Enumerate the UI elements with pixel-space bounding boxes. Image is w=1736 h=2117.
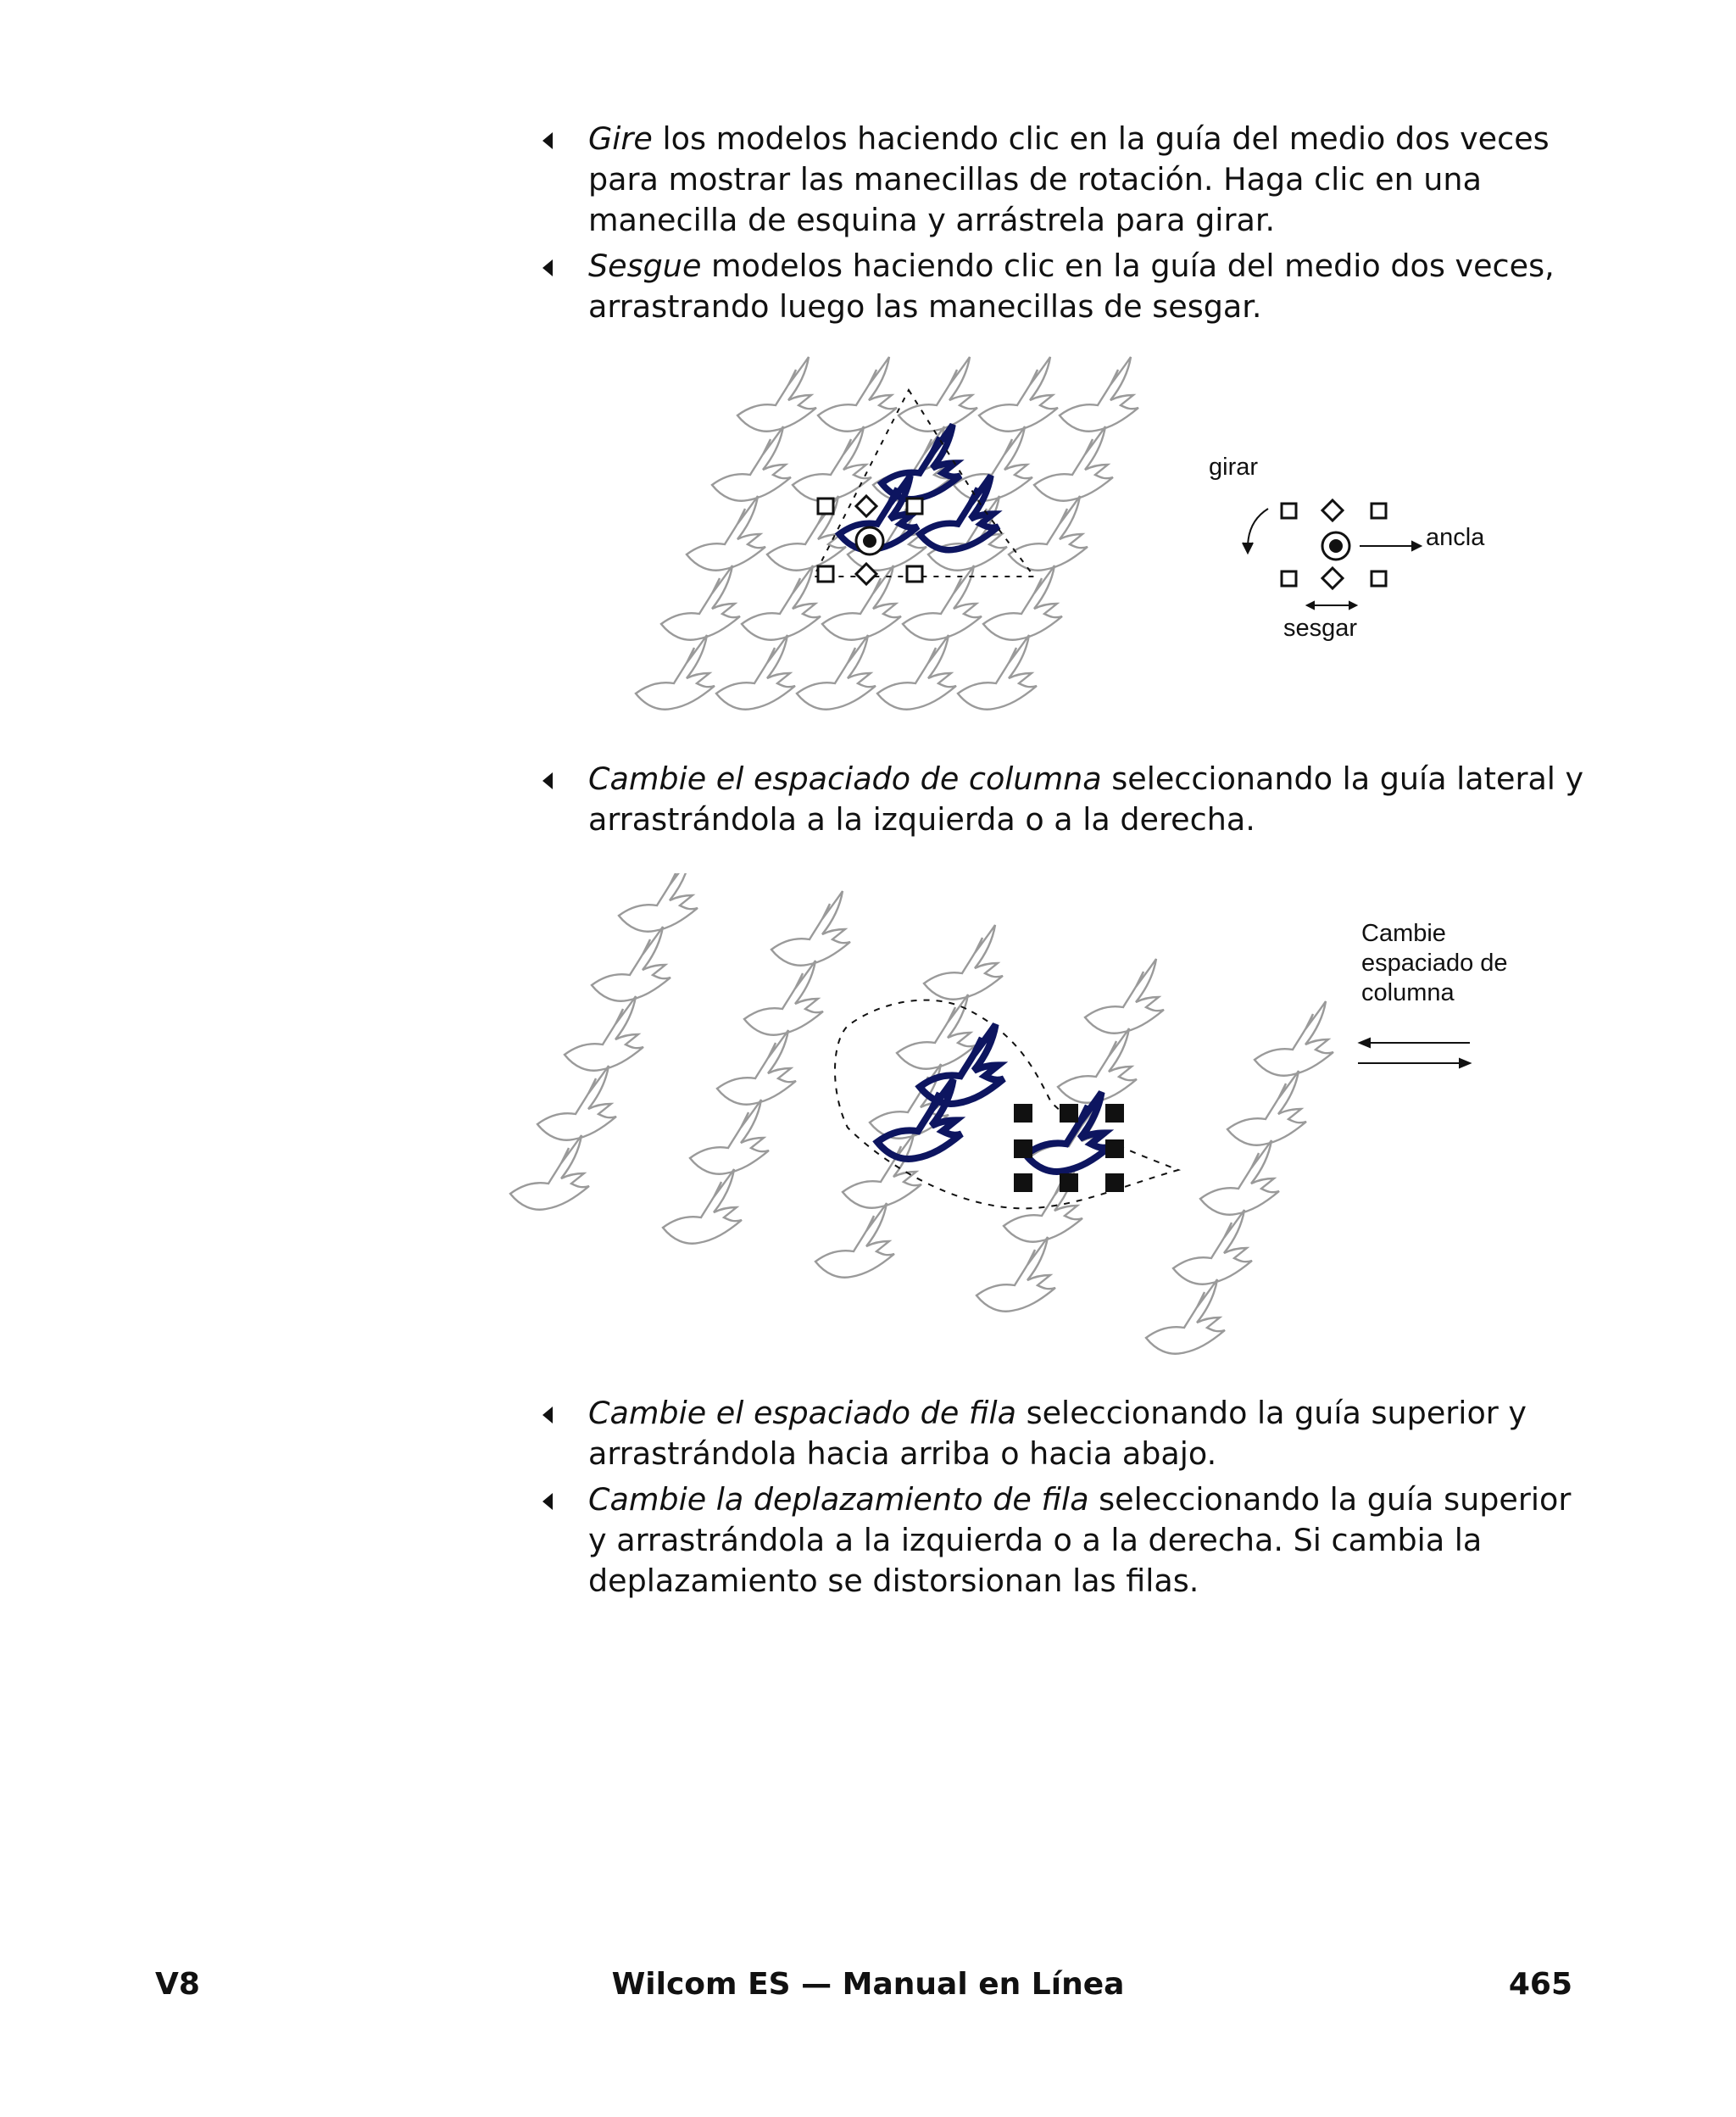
label-column-spacing-2: espaciado de	[1361, 950, 1508, 977]
legend-anchor-icon	[1322, 532, 1349, 560]
background-motif	[1227, 1071, 1306, 1145]
label-skew: sesgar	[1283, 615, 1358, 642]
background-motif	[636, 635, 715, 710]
background-motif	[1034, 426, 1113, 501]
background-motif	[663, 1169, 742, 1244]
background-motifs	[636, 357, 1138, 710]
label-column-spacing-1: Cambie	[1361, 920, 1446, 947]
background-motif	[976, 1237, 1055, 1312]
bullet-emphasis: Cambie el espaciado de fila	[588, 1395, 1016, 1431]
background-motif	[687, 496, 765, 571]
bullet-arrow-icon	[542, 1493, 553, 1510]
bullet-skew	[542, 246, 1585, 327]
bullet-text: modelos haciendo clic en la guía del medio dos veces, arrastrando luego las manecillas de sesgar.	[588, 248, 1555, 325]
background-motif	[712, 426, 791, 501]
background-motif	[771, 891, 850, 966]
background-motif	[510, 1135, 589, 1210]
column-arrows	[1358, 1039, 1470, 1067]
background-motif	[592, 927, 670, 1001]
background-motif	[565, 996, 643, 1071]
bullet-rotate	[542, 119, 1585, 241]
background-motif	[1200, 1140, 1279, 1215]
bullet-text: seleccionando la guía superior y arrastrándola hacia arriba o hacia abajo.	[588, 1395, 1527, 1472]
background-motifs	[510, 873, 1333, 1354]
background-motif	[737, 357, 816, 432]
label-rotate: girar	[1209, 454, 1259, 481]
background-motif	[958, 635, 1037, 710]
bullet-arrow-icon	[542, 259, 553, 276]
background-motif	[619, 873, 698, 932]
footer-version: V8	[155, 1967, 200, 2002]
footer-page-number: 465	[1508, 1967, 1572, 2002]
background-motif	[954, 426, 1032, 501]
background-motif	[1173, 1210, 1252, 1284]
background-motif	[744, 961, 823, 1035]
background-motif	[897, 994, 976, 1069]
background-motif	[537, 1066, 616, 1140]
background-motif	[716, 635, 795, 710]
background-motif	[690, 1100, 769, 1174]
background-motif	[793, 426, 871, 501]
figure-column-spacing-svg	[492, 873, 1568, 1365]
background-motif	[1255, 1001, 1333, 1076]
background-motif	[815, 1203, 894, 1278]
bullet-emphasis: Gire	[588, 120, 653, 157]
background-motif	[797, 635, 876, 710]
footer-title: Wilcom ES — Manual en Línea	[611, 1967, 1125, 2002]
bullet-arrow-icon	[542, 1407, 553, 1423]
background-motif	[818, 357, 897, 432]
bullet-text: seleccionando la guía superior y arrastrándola a la izquierda o a la derecha. Si cambia la deplazamiento se distorsionan las filas.	[588, 1481, 1572, 1599]
label-column-spacing-3: columna	[1361, 979, 1455, 1006]
bullet-arrow-icon	[542, 772, 553, 789]
background-motif	[1146, 1279, 1225, 1354]
background-motif	[1058, 1028, 1137, 1103]
bullet-emphasis: Cambie la deplazamiento de fila	[588, 1481, 1089, 1518]
selected-motifs	[877, 1024, 1110, 1172]
figure-rotate-skew	[559, 356, 1577, 729]
bullet-emphasis: Cambie el espaciado de columna	[588, 760, 1102, 797]
bullet-text: los modelos haciendo clic en la guía del medio dos veces para mostrar las manecillas de rotación. Haga clic en una manecilla de esquina y arrástrela para girar.	[588, 120, 1550, 238]
background-motif	[742, 565, 821, 640]
bullet-row-offset	[542, 1479, 1585, 1602]
bullet-arrow-icon	[542, 132, 553, 149]
column-spacing-handles	[1014, 1104, 1124, 1192]
bullet-row-spacing	[542, 1393, 1585, 1474]
figure-rotate-skew-svg	[559, 356, 1577, 729]
bullet-column-spacing	[542, 759, 1585, 840]
background-motif	[1085, 959, 1164, 1033]
background-motif	[979, 357, 1058, 432]
background-motif	[877, 635, 956, 710]
background-motif	[717, 1030, 796, 1105]
background-motif	[924, 925, 1003, 1000]
bullet-emphasis: Sesgue	[588, 248, 702, 284]
figure-column-spacing	[492, 873, 1568, 1365]
background-motif	[1060, 357, 1138, 432]
bullet-text: seleccionando la guía lateral y arrastrándola a la izquierda o a la derecha.	[588, 760, 1584, 838]
label-anchor: ancla	[1426, 524, 1485, 551]
background-motif	[661, 565, 740, 640]
anchor-handle	[856, 527, 883, 554]
